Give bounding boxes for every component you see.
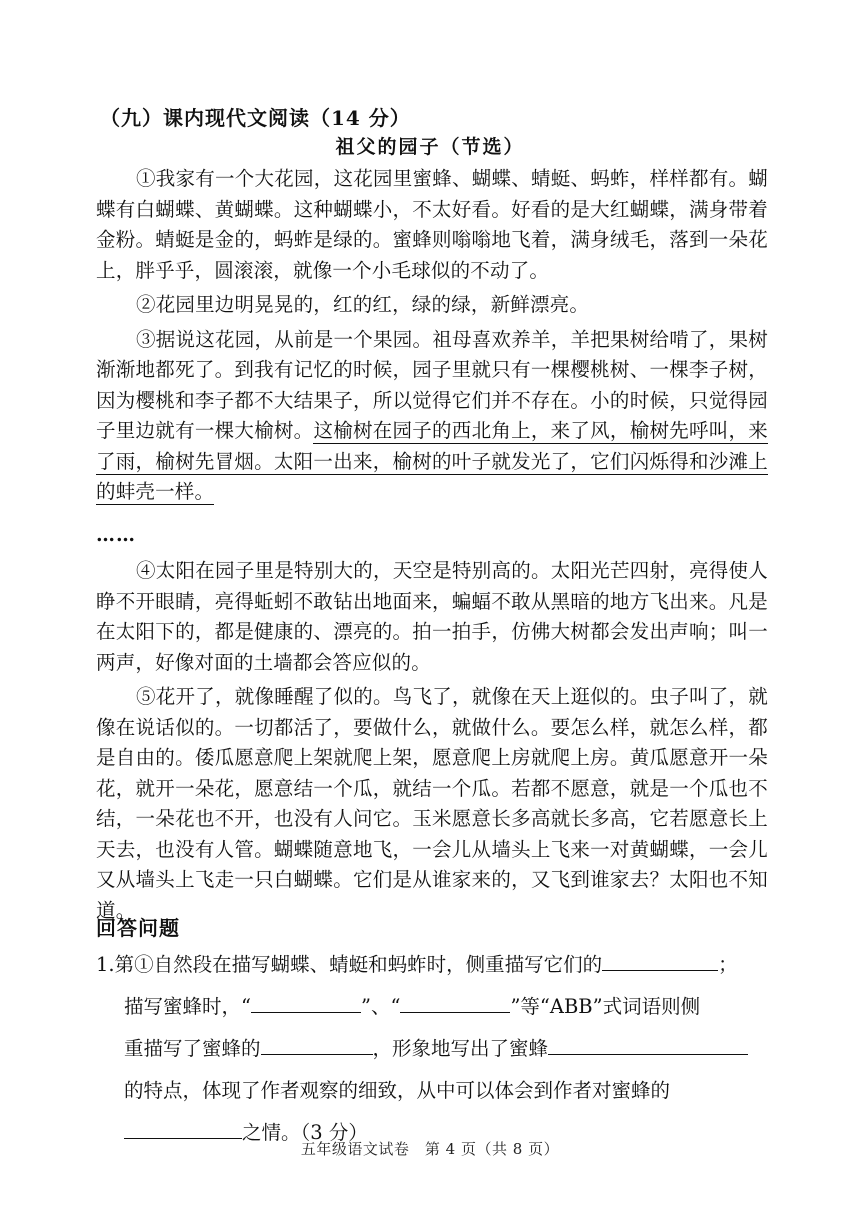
answer-blank[interactable] [400, 990, 510, 1013]
question-text: 之情。（3 分） [242, 1121, 368, 1144]
question-1 [96, 944, 776, 1154]
answer-heading: 回答问题 [96, 916, 180, 940]
question-text: 1.第①自然段在描写蝴蝶、蜻蜓和蚂蚱时，侧重描写它们的 [96, 953, 603, 976]
answer-blank[interactable] [251, 990, 361, 1013]
question-text: ”等“ABB”式词语则侧 [510, 995, 701, 1018]
paragraph-2: ②花园里边明晃晃的，红的红，绿的绿，新鲜漂亮。 [136, 293, 590, 316]
question-text: ，形象地写出了蜜蜂 [372, 1037, 549, 1060]
paragraph-3 [96, 325, 768, 508]
paragraph-1: ①我家有一个大花园，这花园里蜜蜂、蝴蝶、蜻蜓、蚂蚱，样样都有。蝴蝶有白蝴蝶、黄蝴蝶。这种蝴蝶小，不太好看。好看的是大红蝴蝶，满身带着金粉。蜻蜓是金的，蚂蚱是绿的。蜜蜂则嗡嗡地飞着，满身绒毛，落到一朵花上，胖乎乎，圆滚滚，就像一个小毛球似的不动了。 [96, 167, 768, 282]
question-text: 重描写了蜜蜂的 [124, 1037, 261, 1060]
question-1-line-2 [96, 986, 776, 1028]
question-1-line-4 [96, 1070, 776, 1112]
paragraph-5: ⑤花开了，就像睡醒了似的。鸟飞了，就像在天上逛似的。虫子叫了，就像在说话似的。一切都活了，要做什么，就做什么。要怎么样，就怎么样，都是自由的。倭瓜愿意爬上架就爬上架，愿意爬上房就爬上房。黄瓜愿意开一朵花，就开一朵花，愿意结一个瓜，就结一个瓜。若都不愿意，就是一个瓜也不结，一朵花也不开，也没有人问它。玉米愿意长多高就长多高，它若愿意长上天去，也没有人管。蝴蝶随意地飞，一会儿从墙头上飞来一对黄蝴蝶，一会儿又从墙头上飞走一只白蝴蝶。它们是从谁家来的，又飞到谁家去？太阳也不知道。 [96, 685, 768, 922]
section-heading: （九）课内现代文阅读（14 分） [100, 106, 411, 130]
answer-blank[interactable] [602, 948, 718, 971]
answer-blank[interactable] [261, 1032, 373, 1055]
answer-blank[interactable] [124, 1116, 242, 1139]
question-1-line-1 [96, 944, 776, 986]
passage-part-1 [96, 164, 768, 508]
page-footer: 五年级语文试卷 第 4 页（共 8 页） [300, 1140, 560, 1158]
passage-part-2 [96, 556, 768, 926]
answer-blank[interactable] [548, 1032, 748, 1055]
question-1-line-3 [96, 1028, 776, 1070]
question-text: 描写蜜蜂时，“ [124, 995, 251, 1018]
question-text: ”、“ [360, 995, 401, 1018]
question-text: ； [718, 953, 738, 976]
article-title: 祖父的园子（节选） [335, 136, 525, 158]
paragraph-4: ④太阳在园子里是特别大的，天空是特别高的。太阳光芒四射，亮得使人睁不开眼睛，亮得蚯蚓不敢钻出地面来，蝙蝠不敢从黑暗的地方飞出来。凡是在太阳下的，都是健康的、漂亮的。拍一拍手，仿佛大树都会发出声响；叫一两声，好像对面的土墙都会答应似的。 [96, 559, 768, 674]
paragraph-3-text: ③据说这花园，从前是一个果园。祖母喜欢养羊，羊把果树给啃了，果树渐渐地都死了。到我有记忆的时候，园子里就只有一棵樱桃树、一棵李子树，因为樱桃和李子都不大结果子，所以觉得它们并不存在。小的时候，只觉得园子里边就有一棵大榆树。 [96, 327, 768, 442]
question-text: 的特点，体现了作者观察的细致，从中可以体会到作者对蜜蜂的 [124, 1079, 671, 1102]
underlined-sentence: 这榆树在园子的西北角上，来了风，榆树先呼叫，来了雨，榆树先冒烟。太阳一出来，榆树的叶子就发光了，它们闪烁得和沙滩上的蚌壳一样。 [96, 419, 768, 503]
ellipsis: …… [96, 524, 136, 546]
